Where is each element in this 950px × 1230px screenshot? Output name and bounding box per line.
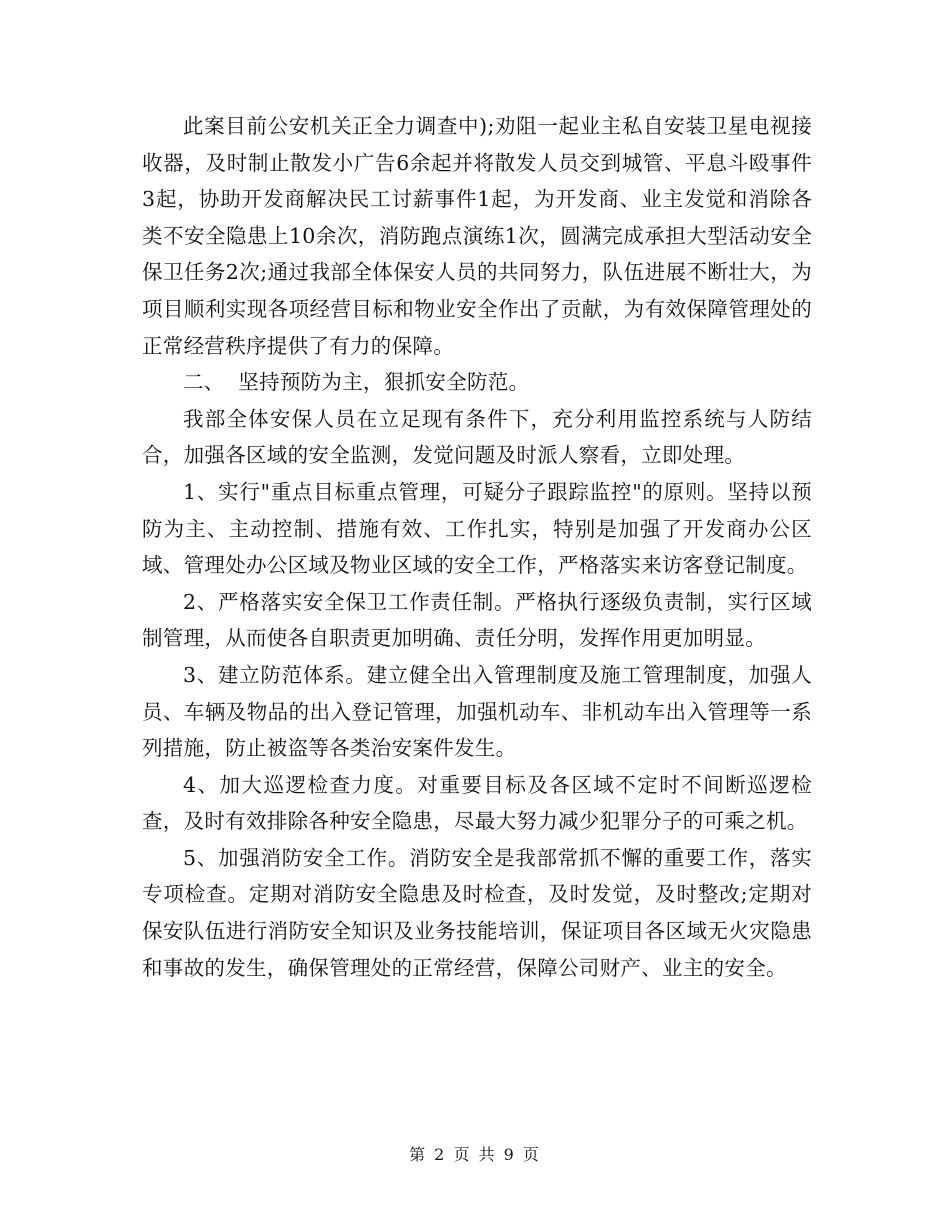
paragraph-item-2: 2、严格落实安全保卫工作责任制。严格执行逐级负责制，实行区域制管理，从而使各自职责更加明确、责任分明，发挥作用更加明显。: [142, 589, 812, 651]
document-body: [142, 108, 812, 986]
section-heading-prevention: 二、 坚持预防为主，狠抓安全防范。: [183, 370, 530, 395]
page-number-footer: 第 2 页 共 9 页: [409, 1145, 541, 1164]
paragraph-item-4: 4、加大巡逻检查力度。对重要目标及各区域不定时不间断巡逻检查，及时有效排除各种安全隐患，尽最大努力减少犯罪分子的可乘之机。: [142, 772, 812, 834]
paragraph-item-5: 5、加强消防安全工作。消防安全是我部常抓不懈的重要工作，落实专项检查。定期对消防安全隐患及时检查，及时发觉，及时整改;定期对保安队伍进行消防安全知识及业务技能培训，保证项目各区域无火灾隐患和事故的发生，确保管理处的正常经营，保障公司财产、业主的安全。: [142, 845, 812, 980]
paragraph-item-3: 3、建立防范体系。建立健全出入管理制度及施工管理制度，加强人员、车辆及物品的出入登记管理，加强机动车、非机动车出入管理等一系列措施，防止被盗等各类治安案件发生。: [142, 662, 812, 761]
paragraph-item-1: 1、实行"重点目标重点管理，可疑分子跟踪监控"的原则。坚持以预防为主、主动控制、措施有效、工作扎实，特别是加强了开发商办公区域、管理处办公区域及物业区域的安全工作，严格落实来访客登记制度。: [142, 479, 812, 578]
paragraph-monitoring: 我部全体安保人员在立足现有条件下，充分利用监控系统与人防结合，加强各区域的安全监测，发觉问题及时派人察看，立即处理。: [142, 406, 812, 468]
paragraph-incident-summary: 此案目前公安机关正全力调查中);劝阻一起业主私自安装卫星电视接收器，及时制止散发小广告6余起并将散发人员交到城管、平息斗殴事件3起，协助开发商解决民工讨薪事件1起，为开发商、业主发觉和消除各类不安全隐患上10余次，消防跑点演练1次，圆满完成承担大型活动安全保卫任务2次;通过我部全体保安人员的共同努力，队伍进展不断壮大，为项目顺利实现各项经营目标和物业安全作出了贡献，为有效保障管理处的正常经营秩序提供了有力的保障。: [142, 114, 812, 358]
